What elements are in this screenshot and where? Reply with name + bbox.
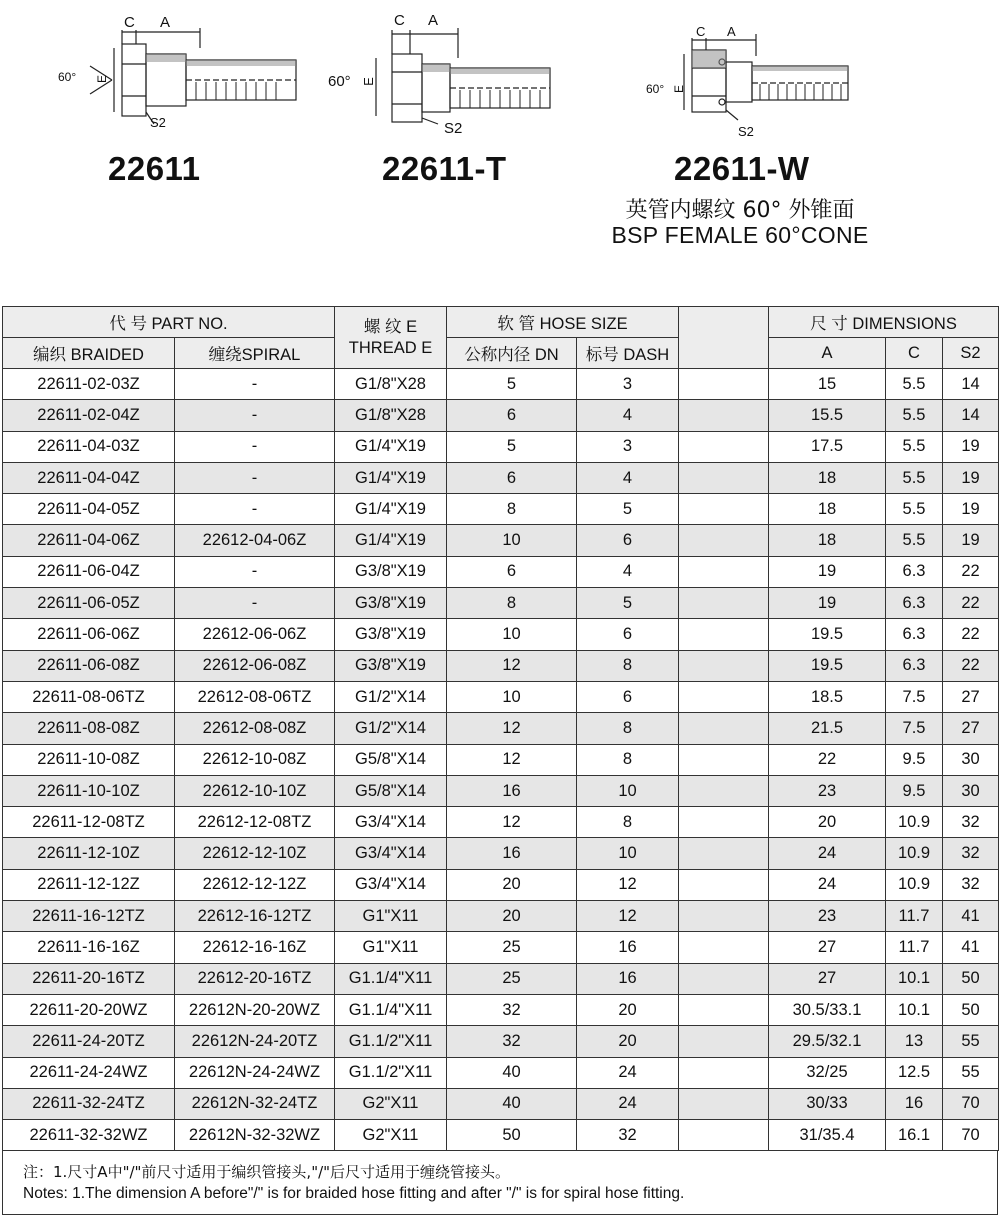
cell-dash: 3 — [577, 369, 679, 400]
cell-s2: 32 — [943, 838, 999, 869]
cell-c: 13 — [886, 1026, 943, 1057]
cell-dash: 20 — [577, 994, 679, 1025]
cell-blank — [679, 556, 769, 587]
cell-dn: 50 — [447, 1120, 577, 1151]
cell-blank — [679, 588, 769, 619]
angle-label: 60° — [646, 82, 665, 96]
caption-chinese: 英管内螺纹 60° 外锥面 — [625, 198, 855, 223]
header-part-no: 代 号 PART NO. — [3, 307, 335, 338]
cell-blank — [679, 494, 769, 525]
cell-dn: 12 — [447, 713, 577, 744]
cell-c: 7.5 — [886, 713, 943, 744]
cell-braided: 22611-32-24TZ — [3, 1088, 175, 1119]
dim-label-e: E — [360, 77, 376, 86]
cell-s2: 55 — [943, 1057, 999, 1088]
cell-s2: 55 — [943, 1026, 999, 1057]
cell-a: 31/35.4 — [769, 1120, 886, 1151]
cell-s2: 41 — [943, 901, 999, 932]
cell-c: 10.9 — [886, 807, 943, 838]
cell-thread: G1/2"X14 — [335, 681, 447, 712]
cell-spiral: - — [175, 369, 335, 400]
table-row — [3, 1120, 999, 1151]
cell-dn: 16 — [447, 838, 577, 869]
dim-label-e: E — [672, 84, 687, 94]
cell-braided: 22611-04-06Z — [3, 525, 175, 556]
header-spiral: 缠绕SPIRAL — [175, 338, 335, 369]
dim-label-a: A — [160, 14, 171, 31]
cell-dn: 40 — [447, 1088, 577, 1119]
cell-blank — [679, 431, 769, 462]
cell-thread: G1/4"X19 — [335, 494, 447, 525]
cell-c: 5.5 — [886, 369, 943, 400]
cell-a: 18.5 — [769, 681, 886, 712]
angle-label: 60° — [328, 73, 351, 90]
cell-s2: 19 — [943, 431, 999, 462]
dim-label-e: E — [95, 74, 110, 84]
cell-c: 5.5 — [886, 400, 943, 431]
fitting-drawing-22611-w — [680, 24, 860, 134]
dim-label-s2: S2 — [150, 115, 166, 130]
cell-c: 9.5 — [886, 744, 943, 775]
cell-thread: G1.1/2"X11 — [335, 1026, 447, 1057]
table-row — [3, 775, 999, 806]
cell-s2: 50 — [943, 994, 999, 1025]
table-row — [3, 400, 999, 431]
table-row — [3, 431, 999, 462]
cell-dn: 5 — [447, 431, 577, 462]
table-row — [3, 807, 999, 838]
cell-braided: 22611-02-03Z — [3, 369, 175, 400]
table-body — [3, 369, 999, 1151]
cell-s2: 30 — [943, 744, 999, 775]
cell-spiral: 22612-12-08TZ — [175, 807, 335, 838]
cell-s2: 19 — [943, 525, 999, 556]
cell-dash: 5 — [577, 588, 679, 619]
dim-label-a: A — [727, 24, 736, 39]
cell-blank — [679, 713, 769, 744]
cell-s2: 19 — [943, 462, 999, 493]
cell-thread: G3/8"X19 — [335, 619, 447, 650]
header-braided: 编织 BRAIDED — [3, 338, 175, 369]
cell-thread: G3/8"X19 — [335, 650, 447, 681]
cell-thread: G3/8"X19 — [335, 556, 447, 587]
table-row — [3, 650, 999, 681]
cell-spiral: 22612N-32-32WZ — [175, 1120, 335, 1151]
table-row — [3, 838, 999, 869]
cell-thread: G1/8"X28 — [335, 369, 447, 400]
cell-c: 6.3 — [886, 650, 943, 681]
cell-blank — [679, 963, 769, 994]
cell-s2: 22 — [943, 588, 999, 619]
header-c: C — [886, 338, 943, 369]
cell-dash: 16 — [577, 963, 679, 994]
cell-dash: 10 — [577, 775, 679, 806]
cell-c: 16 — [886, 1088, 943, 1119]
cell-dash: 4 — [577, 556, 679, 587]
cell-dn: 16 — [447, 775, 577, 806]
cell-a: 19.5 — [769, 619, 886, 650]
note-english: Notes: 1.The dimension A before"/" is for braided hose fitting and after "/" is for spiral hose fitting. — [23, 1185, 685, 1203]
cell-dn: 12 — [447, 650, 577, 681]
cell-dn: 12 — [447, 807, 577, 838]
table-row — [3, 525, 999, 556]
table-row — [3, 932, 999, 963]
cell-blank — [679, 994, 769, 1025]
cell-dash: 24 — [577, 1057, 679, 1088]
cell-a: 19 — [769, 588, 886, 619]
table-row — [3, 994, 999, 1025]
cell-blank — [679, 869, 769, 900]
dim-label-c: C — [124, 14, 135, 31]
cell-dash: 24 — [577, 1088, 679, 1119]
cell-c: 16.1 — [886, 1120, 943, 1151]
cell-braided: 22611-12-10Z — [3, 838, 175, 869]
cell-spiral: 22612-12-10Z — [175, 838, 335, 869]
cell-braided: 22611-04-03Z — [3, 431, 175, 462]
cell-a: 29.5/32.1 — [769, 1026, 886, 1057]
model-number-22611: 22611 — [108, 150, 201, 187]
cell-blank — [679, 400, 769, 431]
cell-s2: 30 — [943, 775, 999, 806]
cell-braided: 22611-24-20TZ — [3, 1026, 175, 1057]
cell-a: 17.5 — [769, 431, 886, 462]
cell-blank — [679, 369, 769, 400]
cell-blank — [679, 650, 769, 681]
table-row — [3, 588, 999, 619]
cell-thread: G1/4"X19 — [335, 462, 447, 493]
cell-braided: 22611-06-05Z — [3, 588, 175, 619]
cell-braided: 22611-04-05Z — [3, 494, 175, 525]
cell-c: 10.9 — [886, 869, 943, 900]
header-thread — [335, 307, 447, 369]
cell-a: 20 — [769, 807, 886, 838]
note-chinese: 注：1.尺寸A中"/"前尺寸适用于编织管接头,"/"后尺寸适用于缠绕管接头。 — [23, 1163, 511, 1182]
cell-dn: 6 — [447, 462, 577, 493]
header-dash: 标号 DASH — [577, 338, 679, 369]
cell-dn: 10 — [447, 525, 577, 556]
cell-dn: 10 — [447, 681, 577, 712]
cell-thread: G1.1/2"X11 — [335, 1057, 447, 1088]
header-thread-label: 螺 纹 E THREAD E — [348, 317, 433, 357]
cell-braided: 22611-08-08Z — [3, 713, 175, 744]
cell-s2: 32 — [943, 869, 999, 900]
cell-dn: 5 — [447, 369, 577, 400]
cell-spiral: 22612N-24-24WZ — [175, 1057, 335, 1088]
dim-label-c: C — [394, 12, 405, 29]
cell-c: 5.5 — [886, 462, 943, 493]
cell-a: 23 — [769, 901, 886, 932]
cell-thread: G2"X11 — [335, 1120, 447, 1151]
cell-a: 18 — [769, 462, 886, 493]
table-row — [3, 462, 999, 493]
cell-braided: 22611-12-08TZ — [3, 807, 175, 838]
cell-thread: G1/2"X14 — [335, 713, 447, 744]
cell-blank — [679, 1026, 769, 1057]
cell-thread: G3/8"X19 — [335, 588, 447, 619]
cell-spiral: - — [175, 556, 335, 587]
cell-a: 24 — [769, 869, 886, 900]
cell-braided: 22611-10-10Z — [3, 775, 175, 806]
cell-dn: 32 — [447, 994, 577, 1025]
table-row — [3, 1088, 999, 1119]
cell-braided: 22611-20-20WZ — [3, 994, 175, 1025]
cell-thread: G2"X11 — [335, 1088, 447, 1119]
cell-braided: 22611-32-32WZ — [3, 1120, 175, 1151]
cell-blank — [679, 744, 769, 775]
cell-s2: 41 — [943, 932, 999, 963]
cell-dash: 3 — [577, 431, 679, 462]
cell-c: 5.5 — [886, 431, 943, 462]
cell-a: 21.5 — [769, 713, 886, 744]
cell-dash: 12 — [577, 901, 679, 932]
table-row — [3, 901, 999, 932]
cell-a: 18 — [769, 494, 886, 525]
cell-thread: G1/4"X19 — [335, 431, 447, 462]
table-row — [3, 963, 999, 994]
cell-spiral: 22612-16-12TZ — [175, 901, 335, 932]
cell-c: 11.7 — [886, 901, 943, 932]
cell-thread: G5/8"X14 — [335, 775, 447, 806]
cell-spiral: - — [175, 400, 335, 431]
table-row — [3, 369, 999, 400]
cell-thread: G1.1/4"X11 — [335, 963, 447, 994]
cell-braided: 22611-06-06Z — [3, 619, 175, 650]
cell-s2: 50 — [943, 963, 999, 994]
cell-dash: 16 — [577, 932, 679, 963]
cell-blank — [679, 838, 769, 869]
cell-blank — [679, 525, 769, 556]
cell-spiral: 22612-06-06Z — [175, 619, 335, 650]
cell-dn: 6 — [447, 400, 577, 431]
cell-a: 30/33 — [769, 1088, 886, 1119]
cell-dash: 4 — [577, 462, 679, 493]
cell-braided: 22611-10-08Z — [3, 744, 175, 775]
cell-dn: 10 — [447, 619, 577, 650]
cell-dash: 8 — [577, 807, 679, 838]
cell-a: 18 — [769, 525, 886, 556]
cell-dn: 20 — [447, 901, 577, 932]
cell-dn: 12 — [447, 744, 577, 775]
cell-spiral: 22612-20-16TZ — [175, 963, 335, 994]
table-row — [3, 1057, 999, 1088]
cell-dn: 40 — [447, 1057, 577, 1088]
cell-dash: 4 — [577, 400, 679, 431]
cell-braided: 22611-08-06TZ — [3, 681, 175, 712]
cell-c: 10.9 — [886, 838, 943, 869]
cell-spiral: 22612-08-06TZ — [175, 681, 335, 712]
table-row — [3, 494, 999, 525]
cell-c: 9.5 — [886, 775, 943, 806]
header-hose-size: 软 管 HOSE SIZE — [447, 307, 679, 338]
cell-a: 23 — [769, 775, 886, 806]
cell-s2: 14 — [943, 400, 999, 431]
cell-dn: 8 — [447, 588, 577, 619]
header-dimensions: 尺 寸 DIMENSIONS — [769, 307, 999, 338]
cell-spiral: - — [175, 494, 335, 525]
cell-thread: G1"X11 — [335, 901, 447, 932]
cell-s2: 22 — [943, 650, 999, 681]
cell-thread: G3/4"X14 — [335, 807, 447, 838]
cell-dash: 6 — [577, 681, 679, 712]
cell-dash: 8 — [577, 744, 679, 775]
cell-s2: 32 — [943, 807, 999, 838]
cell-a: 15.5 — [769, 400, 886, 431]
header-s2: S2 — [943, 338, 999, 369]
cell-spiral: 22612-08-08Z — [175, 713, 335, 744]
cell-blank — [679, 1120, 769, 1151]
cell-dn: 25 — [447, 963, 577, 994]
cell-spiral: 22612N-32-24TZ — [175, 1088, 335, 1119]
cell-blank — [679, 462, 769, 493]
cell-blank — [679, 807, 769, 838]
cell-s2: 22 — [943, 619, 999, 650]
cell-thread: G5/8"X14 — [335, 744, 447, 775]
cell-dn: 20 — [447, 869, 577, 900]
spec-table — [2, 306, 999, 1151]
header-a: A — [769, 338, 886, 369]
cell-a: 22 — [769, 744, 886, 775]
cell-dash: 8 — [577, 650, 679, 681]
cell-spiral: 22612-06-08Z — [175, 650, 335, 681]
cell-thread: G1.1/4"X11 — [335, 994, 447, 1025]
cell-braided: 22611-20-16TZ — [3, 963, 175, 994]
cell-a: 24 — [769, 838, 886, 869]
cell-s2: 22 — [943, 556, 999, 587]
cell-thread: G1"X11 — [335, 932, 447, 963]
dim-label-c: C — [696, 24, 706, 39]
fitting-drawing-22611 — [50, 8, 310, 138]
cell-blank — [679, 932, 769, 963]
cell-dash: 6 — [577, 525, 679, 556]
cell-s2: 70 — [943, 1120, 999, 1151]
cell-blank — [679, 681, 769, 712]
cell-braided: 22611-06-04Z — [3, 556, 175, 587]
cell-dn: 32 — [447, 1026, 577, 1057]
cell-thread: G1/4"X19 — [335, 525, 447, 556]
cell-spiral: 22612-16-16Z — [175, 932, 335, 963]
cell-s2: 14 — [943, 369, 999, 400]
cell-thread: G3/4"X14 — [335, 838, 447, 869]
cell-a: 27 — [769, 932, 886, 963]
drawings-header — [0, 0, 1000, 300]
cell-spiral: - — [175, 431, 335, 462]
cell-s2: 27 — [943, 713, 999, 744]
cell-c: 10.1 — [886, 963, 943, 994]
cell-braided: 22611-24-24WZ — [3, 1057, 175, 1088]
cell-dn: 25 — [447, 932, 577, 963]
cell-dn: 8 — [447, 494, 577, 525]
cell-a: 30.5/33.1 — [769, 994, 886, 1025]
cell-a: 27 — [769, 963, 886, 994]
cell-spiral: 22612-10-08Z — [175, 744, 335, 775]
cell-dn: 6 — [447, 556, 577, 587]
cell-s2: 27 — [943, 681, 999, 712]
dim-label-s2: S2 — [444, 120, 463, 137]
cell-braided: 22611-04-04Z — [3, 462, 175, 493]
cell-c: 5.5 — [886, 525, 943, 556]
cell-dash: 20 — [577, 1026, 679, 1057]
table-row — [3, 619, 999, 650]
cell-spiral: - — [175, 462, 335, 493]
cell-c: 6.3 — [886, 619, 943, 650]
cell-blank — [679, 1057, 769, 1088]
cell-c: 6.3 — [886, 588, 943, 619]
table-row — [3, 556, 999, 587]
cell-dash: 10 — [577, 838, 679, 869]
cell-dash: 6 — [577, 619, 679, 650]
cell-spiral: 22612N-24-20TZ — [175, 1026, 335, 1057]
header-dn: 公称内径 DN — [447, 338, 577, 369]
cell-spiral: 22612-10-10Z — [175, 775, 335, 806]
cell-braided: 22611-16-16Z — [3, 932, 175, 963]
cell-a: 15 — [769, 369, 886, 400]
dim-label-a: A — [428, 12, 439, 29]
cell-spiral: 22612-12-12Z — [175, 869, 335, 900]
cell-spiral: 22612N-20-20WZ — [175, 994, 335, 1025]
cell-braided: 22611-12-12Z — [3, 869, 175, 900]
cell-blank — [679, 1088, 769, 1119]
model-number-22611-w: 22611-W — [674, 150, 810, 187]
notes — [2, 1151, 998, 1215]
cell-dash: 5 — [577, 494, 679, 525]
cell-dash: 8 — [577, 713, 679, 744]
cell-braided: 22611-02-04Z — [3, 400, 175, 431]
cell-braided: 22611-06-08Z — [3, 650, 175, 681]
cell-a: 19 — [769, 556, 886, 587]
cell-a: 19.5 — [769, 650, 886, 681]
header-blank — [679, 307, 769, 369]
cell-c: 6.3 — [886, 556, 943, 587]
cell-blank — [679, 619, 769, 650]
cell-s2: 19 — [943, 494, 999, 525]
cell-dash: 32 — [577, 1120, 679, 1151]
cell-dash: 12 — [577, 869, 679, 900]
cell-c: 12.5 — [886, 1057, 943, 1088]
table-row — [3, 713, 999, 744]
cell-blank — [679, 775, 769, 806]
table-row — [3, 1026, 999, 1057]
cell-c: 10.1 — [886, 994, 943, 1025]
cell-braided: 22611-16-12TZ — [3, 901, 175, 932]
cell-thread: G1/8"X28 — [335, 400, 447, 431]
angle-label: 60° — [58, 70, 77, 84]
table-row — [3, 744, 999, 775]
cell-c: 5.5 — [886, 494, 943, 525]
cell-thread: G3/4"X14 — [335, 869, 447, 900]
cell-spiral: - — [175, 588, 335, 619]
cell-spiral: 22612-04-06Z — [175, 525, 335, 556]
cell-blank — [679, 901, 769, 932]
dim-label-s2: S2 — [738, 124, 754, 139]
caption-english: BSP FEMALE 60°CONE — [611, 222, 869, 248]
model-number-22611-t: 22611-T — [382, 150, 507, 187]
spec-table-container — [2, 306, 998, 1215]
cell-c: 11.7 — [886, 932, 943, 963]
cell-a: 32/25 — [769, 1057, 886, 1088]
cell-s2: 70 — [943, 1088, 999, 1119]
cell-c: 7.5 — [886, 681, 943, 712]
table-row — [3, 681, 999, 712]
table-row — [3, 869, 999, 900]
